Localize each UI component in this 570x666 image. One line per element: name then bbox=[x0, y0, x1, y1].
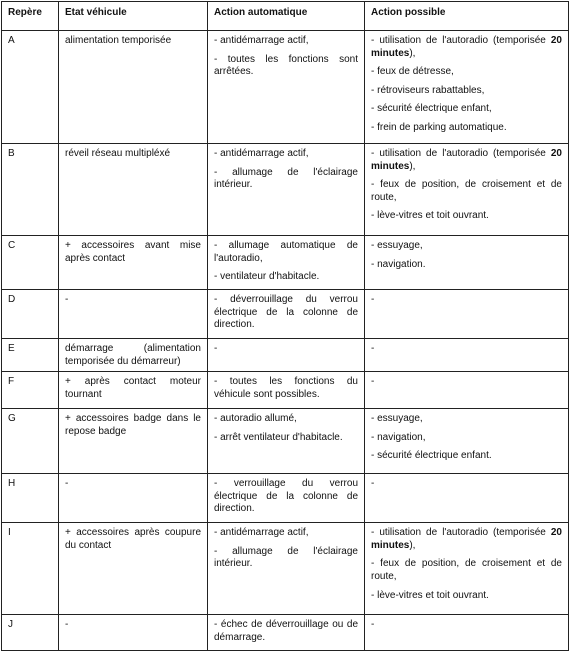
header-row bbox=[2, 2, 569, 31]
possible-action-item bbox=[371, 148, 562, 173]
cell-action-possible bbox=[365, 144, 569, 236]
table-row bbox=[2, 615, 569, 651]
cell-action-automatique bbox=[208, 339, 365, 372]
possible-action-item bbox=[371, 558, 562, 583]
table-row bbox=[2, 474, 569, 523]
cell-etat-vehicule: réveil réseau multipléxé bbox=[59, 144, 208, 236]
possible-action-item bbox=[371, 478, 562, 491]
possible-action-text: - lève-vitres et toit ouvrant. bbox=[371, 589, 489, 601]
possible-action-text: - feux de position, de croisement et de route, bbox=[371, 558, 562, 582]
cell-action-automatique bbox=[208, 409, 365, 474]
cell-repere: I bbox=[2, 523, 59, 615]
auto-action-item: - autoradio allumé, bbox=[214, 413, 297, 425]
cell-action-possible bbox=[365, 474, 569, 523]
cell-etat-vehicule: - bbox=[59, 474, 208, 523]
cell-action-possible bbox=[365, 290, 569, 339]
cell-repere: F bbox=[2, 372, 59, 409]
cell-repere: J bbox=[2, 615, 59, 651]
possible-action-item bbox=[371, 259, 562, 272]
possible-action-text: - utilisation de l'autoradio (temporisée bbox=[371, 148, 551, 159]
header-action-automatique: Action automatique bbox=[208, 2, 365, 31]
cell-etat-vehicule: + accessoires badge dans le repose badge bbox=[59, 409, 208, 474]
cell-repere: D bbox=[2, 290, 59, 339]
cell-action-automatique bbox=[208, 523, 365, 615]
possible-action-item bbox=[371, 122, 562, 135]
table-row bbox=[2, 144, 569, 236]
table-body bbox=[2, 31, 569, 651]
possible-action-item bbox=[371, 294, 562, 307]
cell-repere: C bbox=[2, 236, 59, 290]
cell-repere: E bbox=[2, 339, 59, 372]
auto-action-item: - toutes les fonctions du véhicule sont possibles. bbox=[214, 376, 358, 400]
auto-action-item: - allumage automatique de l'autoradio, bbox=[214, 240, 358, 264]
duration-value: 20 minutes bbox=[371, 527, 562, 551]
possible-action-item bbox=[371, 432, 562, 445]
table-row bbox=[2, 523, 569, 615]
duration-value: 20 minutes bbox=[371, 35, 562, 59]
cell-etat-vehicule: - bbox=[59, 290, 208, 339]
cell-action-automatique bbox=[208, 372, 365, 409]
possible-action-text: - feux de détresse, bbox=[371, 66, 454, 78]
possible-action-text: - utilisation de l'autoradio (temporisée bbox=[371, 527, 551, 539]
possible-action-text: - bbox=[371, 376, 375, 388]
cell-action-possible bbox=[365, 31, 569, 144]
possible-action-text: - navigation, bbox=[371, 431, 426, 443]
possible-action-text: - lève-vitres et toit ouvrant. bbox=[371, 210, 489, 222]
header-etat-vehicule: Etat véhicule bbox=[59, 2, 208, 31]
cell-repere: A bbox=[2, 31, 59, 144]
possible-action-item bbox=[371, 413, 562, 426]
cell-repere: H bbox=[2, 474, 59, 523]
possible-action-text-end: ), bbox=[409, 539, 416, 551]
table-row bbox=[2, 339, 569, 372]
cell-repere: B bbox=[2, 144, 59, 236]
possible-action-item bbox=[371, 376, 562, 389]
auto-action-item: - allumage de l'éclairage intérieur. bbox=[214, 166, 358, 191]
possible-action-text: - bbox=[371, 478, 375, 490]
cell-action-automatique bbox=[208, 474, 365, 523]
possible-action-text: - essuyage, bbox=[371, 240, 423, 251]
possible-action-item bbox=[371, 179, 562, 204]
possible-action-text: - essuyage, bbox=[371, 413, 423, 425]
possible-action-text: - frein de parking automatique. bbox=[371, 121, 507, 133]
possible-action-item bbox=[371, 450, 562, 463]
cell-etat-vehicule: + après contact moteur tournant bbox=[59, 372, 208, 409]
possible-action-item bbox=[371, 103, 562, 116]
auto-action-item: - antidémarrage actif, bbox=[214, 527, 309, 539]
cell-etat-vehicule: - bbox=[59, 615, 208, 651]
cell-etat-vehicule: + accessoires avant mise après contact bbox=[59, 236, 208, 290]
cell-action-possible bbox=[365, 339, 569, 372]
cell-action-automatique bbox=[208, 290, 365, 339]
possible-action-text: - sécurité électrique enfant. bbox=[371, 450, 492, 462]
possible-action-text: - navigation. bbox=[371, 258, 426, 270]
possible-action-text: - utilisation de l'autoradio (temporisée bbox=[371, 35, 551, 46]
possible-action-text-end: ), bbox=[409, 47, 416, 59]
cell-action-automatique bbox=[208, 615, 365, 651]
cell-action-possible bbox=[365, 372, 569, 409]
auto-action-item: - déverrouillage du verrou électrique de la colonne de direction. bbox=[214, 294, 358, 331]
cell-repere: G bbox=[2, 409, 59, 474]
possible-action-item bbox=[371, 619, 562, 632]
auto-action-item: - bbox=[214, 343, 218, 354]
cell-action-automatique bbox=[208, 236, 365, 290]
possible-action-text: - bbox=[371, 619, 375, 631]
header-repere: Repère bbox=[2, 2, 59, 31]
possible-action-item bbox=[371, 210, 562, 223]
possible-action-item bbox=[371, 590, 562, 603]
possible-action-text: - rétroviseurs rabattables, bbox=[371, 84, 485, 96]
possible-action-item bbox=[371, 343, 562, 356]
possible-action-text: - bbox=[371, 343, 375, 354]
table-row bbox=[2, 31, 569, 144]
cell-action-automatique bbox=[208, 31, 365, 144]
auto-action-item: - toutes les fonctions sont arrêtées. bbox=[214, 53, 358, 78]
table-row bbox=[2, 290, 569, 339]
cell-action-possible bbox=[365, 523, 569, 615]
possible-action-item bbox=[371, 66, 562, 79]
auto-action-item: - ventilateur d'habitacle. bbox=[214, 271, 320, 283]
cell-etat-vehicule: + accessoires après coupure du contact bbox=[59, 523, 208, 615]
possible-action-text: - sécurité électrique enfant, bbox=[371, 103, 492, 115]
possible-action-text: - feux de position, de croisement et de route, bbox=[371, 179, 562, 203]
possible-action-item bbox=[371, 527, 562, 552]
auto-action-item: - échec de déverrouillage ou de démarrage. bbox=[214, 619, 358, 643]
possible-action-item bbox=[371, 240, 562, 253]
cell-action-possible bbox=[365, 409, 569, 474]
possible-action-text-end: ), bbox=[409, 160, 416, 172]
auto-action-item: - arrêt ventilateur d'habitacle. bbox=[214, 431, 343, 443]
cell-action-possible bbox=[365, 236, 569, 290]
table-row bbox=[2, 372, 569, 409]
auto-action-item: - allumage de l'éclairage intérieur. bbox=[214, 545, 358, 570]
possible-action-text: - bbox=[371, 294, 375, 305]
auto-action-item: - antidémarrage actif, bbox=[214, 148, 309, 159]
cell-etat-vehicule: démarrage (alimentation temporisée du démarreur) bbox=[59, 339, 208, 372]
vehicle-state-table bbox=[1, 1, 569, 651]
auto-action-item: - antidémarrage actif, bbox=[214, 35, 309, 46]
cell-action-possible bbox=[365, 615, 569, 651]
auto-action-item: - verrouillage du verrou électrique de la colonne de direction. bbox=[214, 478, 358, 515]
duration-value: 20 minutes bbox=[371, 148, 562, 172]
cell-action-automatique bbox=[208, 144, 365, 236]
possible-action-item bbox=[371, 35, 562, 60]
table-row bbox=[2, 409, 569, 474]
cell-etat-vehicule: alimentation temporisée bbox=[59, 31, 208, 144]
header-action-possible: Action possible bbox=[365, 2, 569, 31]
possible-action-item bbox=[371, 85, 562, 98]
table-row bbox=[2, 236, 569, 290]
